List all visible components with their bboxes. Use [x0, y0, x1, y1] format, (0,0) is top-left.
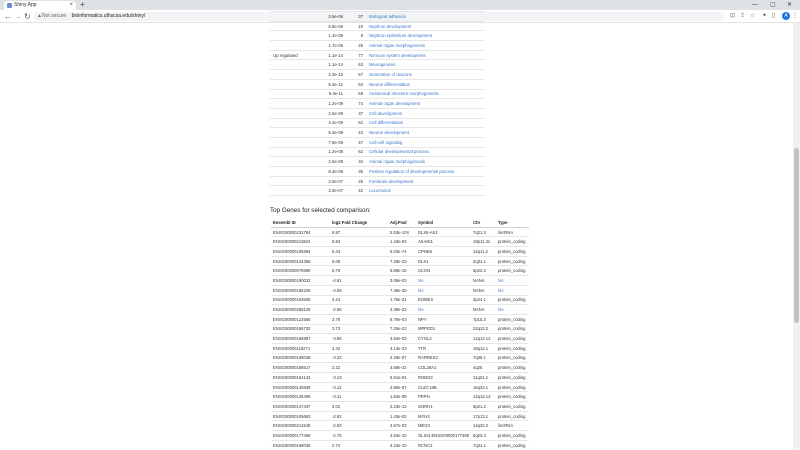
fold-change-cell: 6.44	[330, 247, 388, 257]
table-row	[271, 276, 529, 286]
go-pvalue-cell: 1.1e-14	[310, 60, 346, 70]
type-cell: protein_coding	[496, 363, 529, 373]
adj-pval-cell: 4.57e-03	[388, 421, 416, 431]
go-term-link[interactable]: Neuron development	[366, 128, 484, 138]
go-count-cell: 62	[346, 147, 366, 157]
go-term-link[interactable]: Neuron differentiation	[366, 79, 484, 89]
go-term-link[interactable]: Forebrain development	[366, 176, 484, 186]
fold-change-cell: -3.66	[330, 334, 388, 344]
table-row	[271, 237, 529, 247]
go-regulation-cell	[270, 167, 310, 177]
symbol-cell: RCNC2	[416, 440, 471, 450]
go-term-link[interactable]: Generation of neurons	[366, 70, 484, 80]
fold-change-cell: -2.55	[330, 305, 388, 315]
adj-pval-cell: 5.53e-104	[388, 227, 416, 237]
adj-pval-cell: 5.03e-74	[388, 247, 416, 257]
go-pvalue-cell: 5.8e-06	[310, 21, 346, 31]
go-term-row	[270, 41, 484, 51]
type-cell: protein_coding	[496, 247, 529, 257]
table-row	[271, 411, 529, 421]
go-count-cell: 77	[346, 50, 366, 60]
adj-pval-cell: 7.28e-23	[388, 256, 416, 266]
window-close-icon[interactable]: ✕	[787, 2, 793, 8]
back-icon[interactable]: ←	[4, 12, 12, 21]
ensembl-id-cell: ENSG00000168517	[271, 363, 330, 373]
table-row	[271, 266, 529, 276]
col-header-chr[interactable]: Chr	[471, 218, 496, 227]
symbol-cell: SCGN	[416, 266, 471, 276]
go-pvalue-cell: 5.3e-12	[310, 79, 346, 89]
go-count-cell: 74	[346, 99, 366, 109]
ensembl-id-cell: ENSG00000166732	[271, 324, 330, 334]
go-term-link[interactable]: Animal organ morphogenesis	[366, 157, 484, 167]
top-genes-title: Top Genes for selected comparison:	[270, 207, 371, 214]
go-term-row	[270, 99, 484, 109]
adj-pval-cell: 5.69e-15	[388, 266, 416, 276]
go-term-link[interactable]: Locomotion	[366, 186, 484, 196]
go-count-cell: 25	[346, 176, 366, 186]
go-term-row	[270, 118, 484, 128]
type-cell: protein_coding	[496, 256, 529, 266]
go-term-link[interactable]: Nephron development	[366, 21, 484, 31]
table-row	[271, 431, 529, 441]
ensembl-id-cell: ENSG00000118271	[271, 343, 330, 353]
go-pvalue-cell: 2.5e-09	[310, 108, 346, 118]
ensembl-id-cell: ENSG00000214548	[271, 421, 330, 431]
go-regulation-cell	[270, 186, 310, 196]
chr-cell: NANA	[471, 276, 496, 286]
chr-cell: 2q31.1	[471, 256, 496, 266]
table-row	[271, 392, 529, 402]
go-regulation-cell	[270, 176, 310, 186]
ensembl-id-cell: ENSG00000211604	[271, 237, 330, 247]
symbol-cell: DLX1	[416, 256, 471, 266]
type-cell: protein_coding	[496, 343, 529, 353]
browser-tab-bar	[0, 0, 800, 10]
adj-pval-cell: 3.06e-03	[388, 276, 416, 286]
fold-change-cell: 6.84	[330, 237, 388, 247]
adj-pval-cell: 4.24e-10	[388, 440, 416, 450]
symbol-cell: DLX6-AS1	[416, 227, 471, 237]
adj-pval-cell: 7.26e-23	[388, 324, 416, 334]
ensembl-id-cell: ENSG00000140839	[271, 382, 330, 392]
chr-cell: 12q13.12	[471, 392, 496, 402]
go-count-cell: 9	[346, 31, 366, 41]
go-regulation-cell	[270, 118, 310, 128]
go-count-cell: 25	[346, 41, 366, 51]
go-term-row	[270, 167, 484, 177]
symbol-cell: NA	[416, 276, 471, 286]
chr-cell: 12q13.12	[471, 334, 496, 344]
ensembl-id-cell: ENSG00000168036	[271, 440, 330, 450]
symbol-cell: PRPH	[416, 392, 471, 402]
tab-title: Shiny App	[14, 2, 37, 8]
type-cell: protein_coding	[496, 431, 529, 441]
type-cell: protein_coding	[496, 373, 529, 383]
chr-cell: 4q25	[471, 363, 496, 373]
table-row	[271, 382, 529, 392]
go-count-cell: 37	[346, 12, 366, 22]
ensembl-id-cell: ENSG00000186226	[271, 285, 330, 295]
table-row	[271, 247, 529, 257]
table-row	[271, 285, 529, 295]
chr-cell: 7p15.3	[471, 314, 496, 324]
chr-cell: 18p11.31	[471, 237, 496, 247]
table-row	[271, 295, 529, 305]
type-cell: protein_coding	[496, 353, 529, 363]
go-regulation-cell	[270, 137, 310, 147]
ensembl-id-cell: ENSG00000105894	[271, 247, 330, 257]
reload-icon[interactable]: ↻	[24, 12, 31, 21]
go-regulation-cell	[270, 89, 310, 99]
symbol-cell: CLEC18B	[416, 382, 471, 392]
go-pvalue-cell: 5.3e-09	[310, 128, 346, 138]
adj-pval-cell: 1.75e-21	[388, 295, 416, 305]
go-term-link[interactable]: Nephron epithelium development	[366, 31, 484, 41]
maximize-icon[interactable]: ▢	[770, 2, 776, 8]
close-icon[interactable]: ×	[69, 2, 73, 8]
go-term-row	[270, 89, 484, 99]
go-pvalue-cell: 1.2e-09	[310, 99, 346, 109]
adj-pval-cell: 4.68e-22	[388, 363, 416, 373]
type-cell: protein_coding	[496, 411, 529, 421]
type-cell: lincRNA	[496, 421, 529, 431]
go-count-cell: 68	[346, 89, 366, 99]
fold-change-cell: -3.33	[330, 353, 388, 363]
fold-change-cell: 3.76	[330, 314, 388, 324]
type-cell: protein_coding	[496, 402, 529, 412]
table-row	[271, 421, 529, 431]
chr-cell: 22q13.2	[471, 324, 496, 334]
col-header-fold-change[interactable]: log2 Fold Change	[330, 218, 388, 227]
col-header-ensembl[interactable]: Ensembl ID	[271, 218, 330, 227]
fold-change-cell: -3.12	[330, 382, 388, 392]
go-term-row	[270, 60, 484, 70]
go-term-row	[270, 12, 484, 22]
fold-change-cell: 5.79	[330, 266, 388, 276]
table-row	[271, 305, 529, 315]
type-cell: NA	[496, 305, 529, 315]
go-term-row	[270, 186, 484, 196]
adj-pval-cell: 6.51e-04	[388, 373, 416, 383]
ensembl-id-cell: ENSG00000147437	[271, 402, 330, 412]
symbol-cell: NA	[416, 285, 471, 295]
chr-cell: 6q23.3	[471, 431, 496, 441]
chr-cell: 8p21.2	[471, 402, 496, 412]
fold-change-cell: 3.42	[330, 343, 388, 353]
go-pvalue-cell: 2.0e-07	[310, 176, 346, 186]
symbol-cell: MYH3	[416, 411, 471, 421]
table-row	[271, 227, 529, 237]
profile-avatar[interactable]: A	[782, 12, 790, 20]
ensembl-id-cell: ENSG00000154134	[271, 373, 330, 383]
table-row	[271, 353, 529, 363]
chr-cell: 16q23.1	[471, 382, 496, 392]
forward-icon[interactable]: →	[14, 12, 22, 21]
ensembl-id-cell: ENSG00000259128	[271, 305, 330, 315]
type-cell: protein_coding	[496, 314, 529, 324]
adj-pval-cell: 1.63e-08	[388, 392, 416, 402]
adj-pval-cell: 3.64e-03	[388, 334, 416, 344]
go-term-row	[270, 157, 484, 167]
symbol-cell: GNRH1	[416, 402, 471, 412]
adj-pval-cell: 3.13e-23	[388, 343, 416, 353]
symbol-cell: CPNE6	[416, 247, 471, 257]
symbol-cell: MEG3	[416, 421, 471, 431]
go-term-row	[270, 137, 484, 147]
symbol-cell: COL28A1	[416, 363, 471, 373]
go-count-cell: 47	[346, 137, 366, 147]
symbol-cell: NPY	[416, 314, 471, 324]
go-regulation-cell	[270, 157, 310, 167]
fold-change-cell: 5.06	[330, 256, 388, 266]
table-header-row	[271, 218, 529, 227]
type-cell: protein_coding	[496, 392, 529, 402]
go-pvalue-cell: 1.1e-14	[310, 50, 346, 60]
go-term-link[interactable]: Animal organ morphogenesis	[366, 41, 484, 51]
symbol-cell: CYGL4	[416, 334, 471, 344]
chr-cell: 7q21.3	[471, 227, 496, 237]
go-term-row	[270, 31, 484, 41]
go-regulation-cell	[270, 70, 310, 80]
chr-cell: NANA	[471, 285, 496, 295]
type-cell: NA	[496, 276, 529, 286]
go-regulation-cell	[270, 41, 310, 51]
chr-cell: 14q32.2	[471, 421, 496, 431]
not-secure-label: Not secure	[42, 13, 67, 19]
fold-change-cell: -2.76	[330, 431, 388, 441]
symbol-cell: AKAIN1	[416, 237, 471, 247]
type-cell: protein_coding	[496, 440, 529, 450]
url-text: bioinformatics.uthscsa.edu/shiny/	[71, 13, 146, 19]
go-term-link[interactable]: Cell development	[366, 108, 484, 118]
fold-change-cell: -4.69	[330, 285, 388, 295]
menu-kebab-icon[interactable]: ⋮	[792, 13, 798, 19]
ensembl-id-cell: ENSG00000079689	[271, 266, 330, 276]
go-count-cell: 37	[346, 108, 366, 118]
table-row	[271, 440, 529, 450]
go-term-link[interactable]: Neurogenesis	[366, 60, 484, 70]
go-pvalue-cell: 6.3e-11	[310, 89, 346, 99]
go-enrichment-table	[270, 11, 484, 196]
go-term-row	[270, 50, 484, 60]
table-row	[271, 343, 529, 353]
symbol-cell: TTR	[416, 343, 471, 353]
go-count-cell: 54	[346, 79, 366, 89]
top-genes-table	[271, 218, 529, 450]
adj-pval-cell: 8.79e-03	[388, 314, 416, 324]
type-cell: lincRNA	[496, 227, 529, 237]
chr-cell: 3p24.1	[471, 295, 496, 305]
share-icon[interactable]: ⇪	[740, 13, 746, 19]
go-pvalue-cell: 2.5e-08	[310, 157, 346, 167]
chr-cell: 14q11.2	[471, 247, 496, 257]
symbol-cell: MPPED1	[416, 324, 471, 334]
fold-change-cell: -3.13	[330, 373, 388, 383]
chr-cell: 7q31.1	[471, 440, 496, 450]
type-cell: NA	[496, 285, 529, 295]
adj-pval-cell: 1.43e-93	[388, 237, 416, 247]
go-pvalue-cell: 8.4e-08	[310, 167, 346, 177]
adj-pval-cell: 3.53e-10	[388, 431, 416, 441]
page-scrollbar[interactable]	[793, 23, 800, 450]
table-row	[271, 334, 529, 344]
symbol-cell: NA	[416, 305, 471, 315]
col-header-symbol[interactable]: Symbol	[416, 218, 471, 227]
go-term-link[interactable]: Biological adhesion	[366, 12, 484, 22]
translate-icon[interactable]: ⊡	[730, 13, 736, 19]
adj-pval-cell: 2.23e-12	[388, 402, 416, 412]
go-regulation-cell	[270, 12, 310, 22]
fold-change-cell: 6.97	[330, 227, 388, 237]
chr-cell: NANA	[471, 305, 496, 315]
go-count-cell: 43	[346, 128, 366, 138]
extensions-icon[interactable]: ✦	[762, 13, 768, 19]
go-pvalue-cell: 1.4e-05	[310, 31, 346, 41]
fold-change-cell: -3.11	[330, 392, 388, 402]
chr-cell: 17p13.1	[471, 411, 496, 421]
fold-change-cell: 3.73	[330, 324, 388, 334]
scrollbar-thumb[interactable]	[794, 148, 799, 323]
go-term-link[interactable]: Animal organ development	[366, 99, 484, 109]
ensembl-id-cell: ENSG00000122585	[271, 314, 330, 324]
go-term-row	[270, 176, 484, 186]
fold-change-cell: 4.24	[330, 295, 388, 305]
info-icon[interactable]: ▲	[37, 13, 42, 19]
go-term-link[interactable]: Cell-cell signaling	[366, 137, 484, 147]
go-count-cell: 42	[346, 186, 366, 196]
adj-pval-cell: 2.28e-07	[388, 353, 416, 363]
go-count-cell: 57	[346, 70, 366, 80]
adj-pval-cell: 1.43e-02	[388, 411, 416, 421]
go-pvalue-cell: 3.3e-07	[310, 186, 346, 196]
adj-pval-cell: 3.39e-22	[388, 305, 416, 315]
go-count-cell: 10	[346, 21, 366, 31]
chr-cell: 7q36.1	[471, 353, 496, 363]
browser-tab[interactable]	[4, 1, 76, 10]
table-row	[271, 256, 529, 266]
fold-change-cell: -2.92	[330, 411, 388, 421]
ensembl-id-cell: ENSG00000166897	[271, 334, 330, 344]
go-term-row	[270, 21, 484, 31]
side-panel-icon[interactable]: ▯	[772, 13, 776, 19]
go-term-link[interactable]: Nervous system development	[366, 50, 484, 60]
go-pvalue-cell: 1.7e-05	[310, 41, 346, 51]
table-row	[271, 373, 529, 383]
go-regulation-cell	[270, 31, 310, 41]
go-term-row	[270, 79, 484, 89]
adj-pval-cell: 7.39e-25	[388, 285, 416, 295]
fold-change-cell: 3.02	[330, 402, 388, 412]
table-row	[271, 363, 529, 373]
ensembl-id-cell: ENSG00000125406	[271, 392, 330, 402]
go-regulation-cell	[270, 147, 310, 157]
go-term-row	[270, 70, 484, 80]
type-cell: protein_coding	[496, 266, 529, 276]
adj-pval-cell: 4.90e-07	[388, 382, 416, 392]
symbol-cell: ROBO3	[416, 373, 471, 383]
type-cell: protein_coding	[496, 237, 529, 247]
go-pvalue-cell: 3.9e-06	[310, 12, 346, 22]
new-tab-icon[interactable]: +	[80, 0, 85, 9]
table-row	[271, 402, 529, 412]
go-regulation-cell	[270, 99, 310, 109]
symbol-cell: OLIG3.ENSG00000177469	[416, 431, 471, 441]
go-pvalue-cell: 4.4e-09	[310, 118, 346, 128]
go-count-cell: 34	[346, 157, 366, 167]
col-header-adj-pval[interactable]: Adj.Pval	[388, 218, 416, 227]
ensembl-id-cell: ENSG00000108038	[271, 353, 330, 363]
go-term-row	[270, 147, 484, 157]
fold-change-cell: -2.83	[330, 421, 388, 431]
go-pvalue-cell: 2.3e-13	[310, 70, 346, 80]
ensembl-id-cell: ENSG00000163508	[271, 295, 330, 305]
type-cell: protein_coding	[496, 382, 529, 392]
go-term-link[interactable]: Cellular developmental process	[366, 147, 484, 157]
go-term-link[interactable]: Positive regulation of developmental process	[366, 167, 484, 177]
fold-change-cell: 2.22	[330, 363, 388, 373]
fold-change-cell: 2.74	[330, 440, 388, 450]
go-regulation-cell: Up regulated	[270, 50, 310, 60]
minimize-icon[interactable]: —	[752, 2, 758, 8]
chr-cell: 11q24.2	[471, 373, 496, 383]
type-cell: protein_coding	[496, 324, 529, 334]
symbol-cell: EOMES	[416, 295, 471, 305]
symbol-cell: RARRES2	[416, 353, 471, 363]
table-row	[271, 314, 529, 324]
go-pvalue-cell: 7.9e-09	[310, 137, 346, 147]
chr-cell: 6p22.2	[471, 266, 496, 276]
table-row	[271, 324, 529, 334]
type-cell: protein_coding	[496, 334, 529, 344]
favicon-icon	[7, 3, 12, 8]
bookmark-star-icon[interactable]: ☆	[750, 13, 756, 19]
col-header-type[interactable]: Type	[496, 218, 529, 227]
ensembl-id-cell: ENSG00000231764	[271, 227, 330, 237]
go-regulation-cell	[270, 60, 310, 70]
chr-cell: 18q12.1	[471, 343, 496, 353]
go-count-cell: 62	[346, 118, 366, 128]
ensembl-id-cell: ENSG00000177469	[271, 431, 330, 441]
ensembl-id-cell: ENSG00000105663	[271, 411, 330, 421]
go-regulation-cell	[270, 21, 310, 31]
ensembl-id-cell: ENSG00000190032	[271, 276, 330, 286]
type-cell: protein_coding	[496, 295, 529, 305]
go-term-row	[270, 108, 484, 118]
go-term-link[interactable]: Cell differentiation	[366, 118, 484, 128]
go-term-link[interactable]: Anatomical structure morphogenesis	[366, 89, 484, 99]
go-count-cell: 63	[346, 60, 366, 70]
go-regulation-cell	[270, 79, 310, 89]
go-regulation-cell	[270, 108, 310, 118]
ensembl-id-cell: ENSG00000144355	[271, 256, 330, 266]
go-term-row	[270, 128, 484, 138]
go-regulation-cell	[270, 128, 310, 138]
go-pvalue-cell: 1.2e-08	[310, 147, 346, 157]
fold-change-cell: -4.61	[330, 276, 388, 286]
go-count-cell: 35	[346, 167, 366, 177]
